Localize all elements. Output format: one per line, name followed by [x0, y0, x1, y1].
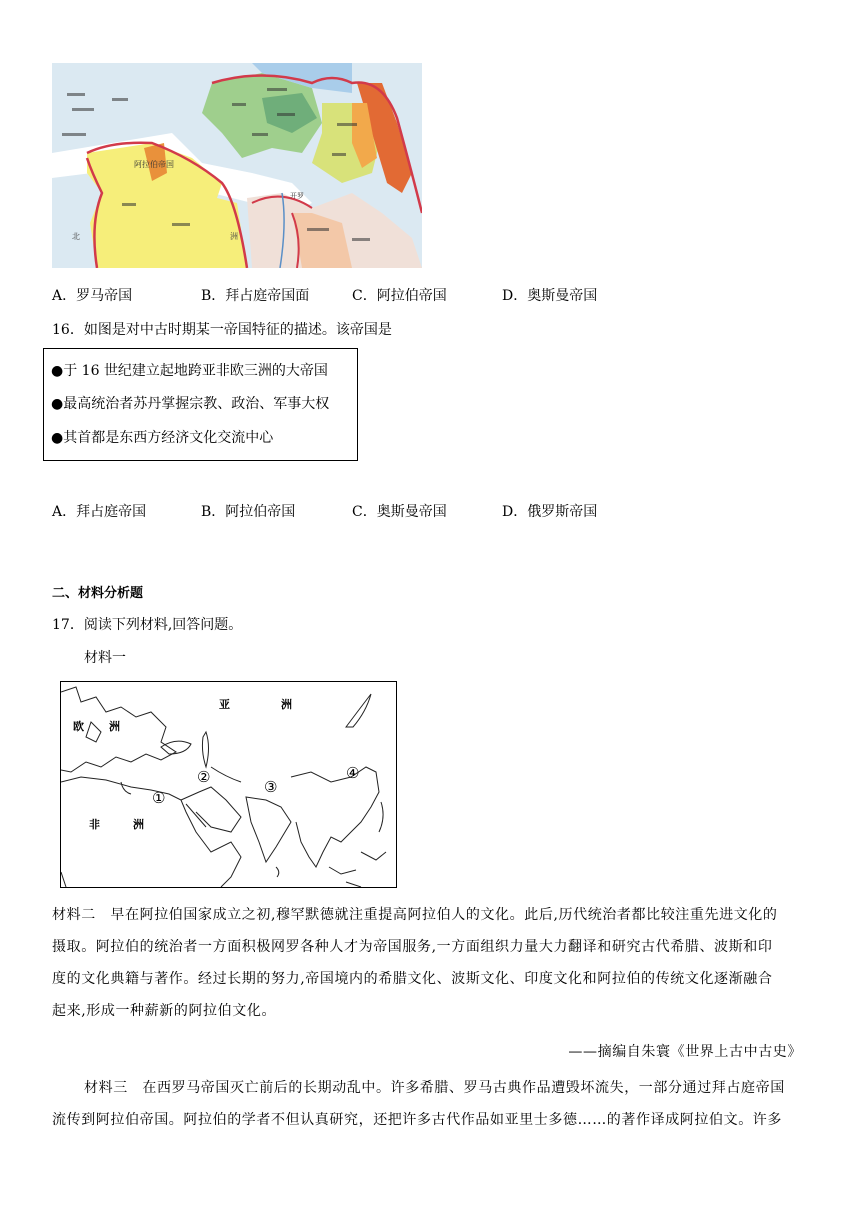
map-marker-1: ①	[152, 789, 166, 807]
q16-description-box	[43, 348, 358, 461]
q15-option-b[interactable]: B．拜占庭帝国面	[201, 288, 310, 304]
q16-option-d[interactable]: D．俄罗斯帝国	[502, 504, 598, 520]
q15-option-d[interactable]: D．奥斯曼帝国	[502, 288, 598, 304]
map-label-arab: 阿拉伯帝国	[134, 160, 174, 169]
map-label-asia-1: 亚	[219, 698, 230, 711]
material2-line-3: 度的文化典籍与著作。经过长期的努力,帝国境内的希腊文化、波斯文化、印度文化和阿拉伯的传统文化逐渐融合	[52, 971, 773, 987]
q16-bullet-1: ●于 16 世纪建立起地跨亚非欧三洲的大帝国	[51, 363, 328, 379]
map-label-europe-1: 欧	[73, 720, 84, 733]
q15-options	[52, 286, 752, 306]
map-label-zhou: 洲	[230, 232, 238, 241]
material1-label: 材料一	[84, 650, 126, 666]
q16-options	[52, 502, 752, 522]
section-heading: 二、材料分析题	[52, 586, 144, 601]
map-label-asia-2: 洲	[281, 698, 292, 711]
map-marker-4: ④	[346, 764, 360, 782]
q15-historical-map	[52, 63, 422, 268]
material2-source: ——摘编自朱寰《世界上古中古史》	[568, 1044, 802, 1060]
q16-bullet-2: ●最高统治者苏丹掌握宗教、政治、军事大权	[51, 396, 330, 412]
map-marker-2: ②	[197, 768, 211, 786]
material2-line-1: 材料二 早在阿拉伯国家成立之初,穆罕默德就注重提高阿拉伯人的文化。此后,历代统治者都比较注重先进文化的	[52, 907, 778, 923]
material2-line-4: 起来,形成一种薪新的阿拉伯文化。	[52, 1003, 277, 1019]
material2-line-2: 摄取。阿拉伯的统治者一方面积极网罗各种人才为帝国服务,一方面组织力量大力翻译和研究古代希腊、波斯和印	[52, 939, 773, 955]
material3-line-1: 材料三 在西罗马帝国灭亡前后的长期动乱中。许多希腊、罗马古典作品遭毁坏流失，一部分通过拜占庭帝国	[84, 1080, 785, 1096]
q16-option-c[interactable]: C．奥斯曼帝国	[352, 504, 447, 520]
material1-map	[60, 681, 397, 888]
q15-option-a[interactable]: A．罗马帝国	[52, 288, 133, 304]
map-label-africa-2: 洲	[133, 818, 144, 831]
map-label-north: 北	[72, 232, 80, 241]
material3-paragraph	[52, 1072, 785, 1136]
map-label-europe-2: 洲	[109, 720, 120, 733]
map-label-africa-1: 非	[89, 818, 100, 831]
outline-map-drawing	[61, 682, 396, 887]
map-label-cairo: 开罗	[290, 192, 304, 200]
q16-option-a[interactable]: A．拜占庭帝国	[52, 504, 147, 520]
q15-option-c[interactable]: C．阿拉伯帝国	[352, 288, 447, 304]
q17-question: 17．阅读下列材料,回答问题。	[52, 617, 243, 633]
q16-option-b[interactable]: B．阿拉伯帝国	[201, 504, 296, 520]
map-marker-3: ③	[264, 778, 278, 796]
q16-bullet-3: ●其首都是东西方经济文化交流中心	[51, 430, 274, 446]
material3-line-2: 流传到阿拉伯帝国。阿拉伯的学者不但认真研究，还把许多古代作品如亚里士多德……的著作译成阿拉伯文。许多	[52, 1112, 782, 1128]
q16-question: 16．如图是对中古时期某一帝国特征的描述。该帝国是	[52, 322, 392, 338]
material2-paragraph	[52, 899, 778, 1027]
